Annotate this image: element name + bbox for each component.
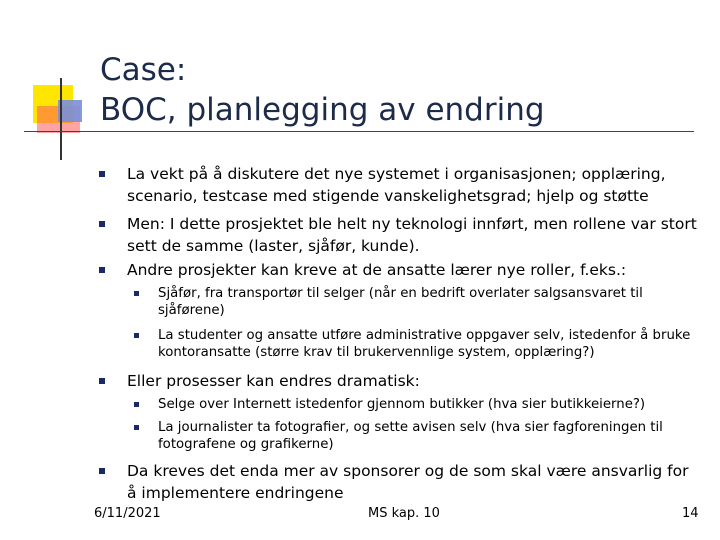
decor-horizontal-line	[24, 131, 694, 132]
sub-bullet-text: La studenter og ansatte utføre administrative oppgaver selv, istedenfor å bruke kontoransatte (større krav til brukervennlige system, opplæring?)	[158, 328, 691, 360]
footer-page-number: 14	[682, 506, 699, 521]
sub-bullet-square-icon	[134, 333, 139, 338]
bullet-text: Andre prosjekter kan kreve at de ansatte lærer nye roller, f.eks.:	[127, 261, 627, 279]
bullet-text: Da kreves det enda mer av sponsorer og de som skal være ansvarlig for å implementere endringene	[127, 462, 689, 502]
slide-title-line-1: Case:	[100, 52, 187, 88]
bullet-square-icon	[99, 468, 105, 474]
slide-title	[100, 50, 545, 130]
bullet-item	[127, 163, 702, 207]
sub-bullet-item	[158, 419, 703, 453]
bullet-item	[127, 213, 702, 257]
bullet-square-icon	[99, 171, 105, 177]
footer-chapter: MS kap. 10	[368, 506, 440, 521]
bullet-square-icon	[99, 378, 105, 384]
bullet-text: Men: I dette prosjektet ble helt ny teknologi innført, men rollene var stort sett de samme (laster, sjåfør, kunde).	[127, 215, 697, 255]
bullet-item	[127, 370, 702, 392]
sub-bullet-text: Selge over Internett istedenfor gjennom butikker (hva sier butikkeierne?)	[158, 397, 646, 412]
decor-vertical-line	[60, 78, 62, 160]
sub-bullet-item	[158, 396, 703, 413]
bullet-item	[127, 259, 702, 281]
sub-bullet-item	[158, 285, 703, 319]
slide-title-line-2: BOC, planlegging av endring	[100, 92, 545, 128]
bullet-text: La vekt på å diskutere det nye systemet i organisasjonen; opplæring, scenario, testcase med stigende vanskelighetsgrad; hjelp og støtte	[127, 165, 666, 205]
sub-bullet-text: La journalister ta fotografier, og sette avisen selv (hva sier fagforeningen til fotografene og grafikerne)	[158, 420, 663, 452]
bullet-square-icon	[99, 221, 105, 227]
bullet-square-icon	[99, 267, 105, 273]
sub-bullet-item	[158, 327, 703, 361]
sub-bullet-text: Sjåfør, fra transportør til selger (når en bedrift overlater salgsansvaret til sjåførene)	[158, 286, 643, 318]
sub-bullet-square-icon	[134, 291, 139, 296]
footer-date: 6/11/2021	[94, 506, 161, 521]
sub-bullet-square-icon	[134, 402, 139, 407]
bullet-item	[127, 460, 702, 504]
sub-bullet-square-icon	[134, 425, 139, 430]
bullet-text: Eller prosesser kan endres dramatisk:	[127, 372, 420, 390]
